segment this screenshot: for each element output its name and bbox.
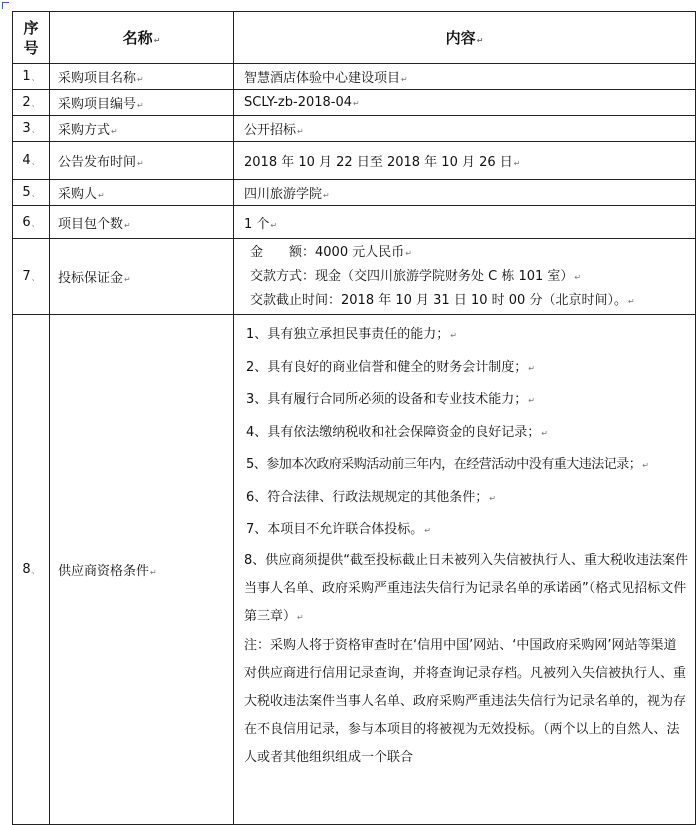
qualification-item: 5、参加本次政府采购活动前三年内，在经营活动中没有重大违法记录；↵ xyxy=(246,457,649,472)
row-content: 2018 年 10 月 22 日至 2018 年 10 月 26 日↵ xyxy=(234,142,696,180)
row-no: 8、 xyxy=(13,315,50,825)
row-content: 智慧酒店体验中心建设项目↵ xyxy=(234,64,696,90)
deposit-deadline: 交款截止时间：2018 年 10 月 31 日 10 时 00 分（北京时间）。↵ xyxy=(250,292,635,308)
qualification-item: 1、具有独立承担民事责任的能力；↵ xyxy=(246,327,457,342)
deposit-method: 交款方式：现金（交四川旅游学院财务处 C 栋 101 室）↵ xyxy=(250,268,582,284)
procurement-info-table xyxy=(12,11,696,825)
qualification-item-8: 8、供应商须提供“截至投标截止日未被列入失信被执行人、重大税收违法案件当事人名单、政府采购严重违法失信行为记录名单的承诺函”（格式见招标文件第三章）↵ xyxy=(244,552,689,624)
header-content: 内容↵ xyxy=(234,12,696,64)
qualification-item: 4、具有依法缴纳税收和社会保障资金的良好记录；↵ xyxy=(246,424,548,440)
row-name: 采购人↵ xyxy=(50,180,234,206)
row-content: SCLY-zb-2018-04↵ xyxy=(234,90,696,116)
row-name: 供应商资格条件↵ xyxy=(50,315,234,825)
qualification-item: 6、符合法律、行政法规规定的其他条件；↵ xyxy=(246,489,496,505)
row-no: 6、 xyxy=(13,206,50,239)
row-no: 7、 xyxy=(13,239,50,315)
table-row xyxy=(13,206,696,239)
table-row xyxy=(13,90,696,116)
deposit-amount: 金 额：4000 元人民币↵ xyxy=(250,244,412,260)
table-row xyxy=(13,180,696,206)
row-no: 1、 xyxy=(13,64,50,90)
row-no: 3、 xyxy=(13,116,50,142)
row-name: 投标保证金↵ xyxy=(50,239,234,315)
qualification-item: 7、本项目不允许联合体投标。↵ xyxy=(246,522,431,537)
table-header-row xyxy=(13,12,696,64)
row-name: 采购方式↵ xyxy=(50,116,234,142)
row-no: 4、 xyxy=(13,142,50,180)
row-content: 四川旅游学院↵ xyxy=(234,180,696,206)
row-content: 公开招标↵ xyxy=(234,116,696,142)
row-no: 2、 xyxy=(13,90,50,116)
row-name: 采购项目名称↵ xyxy=(50,64,234,90)
qualification-list xyxy=(234,315,696,825)
table-row xyxy=(13,64,696,90)
deposit-details xyxy=(234,239,696,315)
header-no: 序号 xyxy=(13,12,50,64)
qualification-row xyxy=(13,315,696,825)
row-no: 5、 xyxy=(13,180,50,206)
row-name: 项目包个数↵ xyxy=(50,206,234,239)
row-content: 1 个↵ xyxy=(234,206,696,239)
row-name: 采购项目编号↵ xyxy=(50,90,234,116)
corner-mark xyxy=(2,2,9,9)
header-name: 名称↵ xyxy=(50,12,234,64)
table-row xyxy=(13,116,696,142)
qualification-item: 3、具有履行合同所必须的设备和专业技术能力；↵ xyxy=(246,392,535,407)
table-row xyxy=(13,142,696,180)
row-name: 公告发布时间↵ xyxy=(50,142,234,180)
credit-check-note: 注：采购人将于资格审查时在‘信用中国’网站、‘中国政府采购网’网站等渠道对供应商进行信用记录查询，并将查询记录存档。凡被列入失信被执行人、重大税收违法案件当事人名单、政府采购严重违法失信行为记录名单的，视为存在不良信用记录，参与本项目的将被视为无效投标。（两个以上的自然人、法人或者其他组织组成一个联合 xyxy=(244,637,687,765)
deposit-row xyxy=(13,239,696,315)
qualification-item: 2、具有良好的商业信誉和健全的财务会计制度；↵ xyxy=(246,359,535,375)
